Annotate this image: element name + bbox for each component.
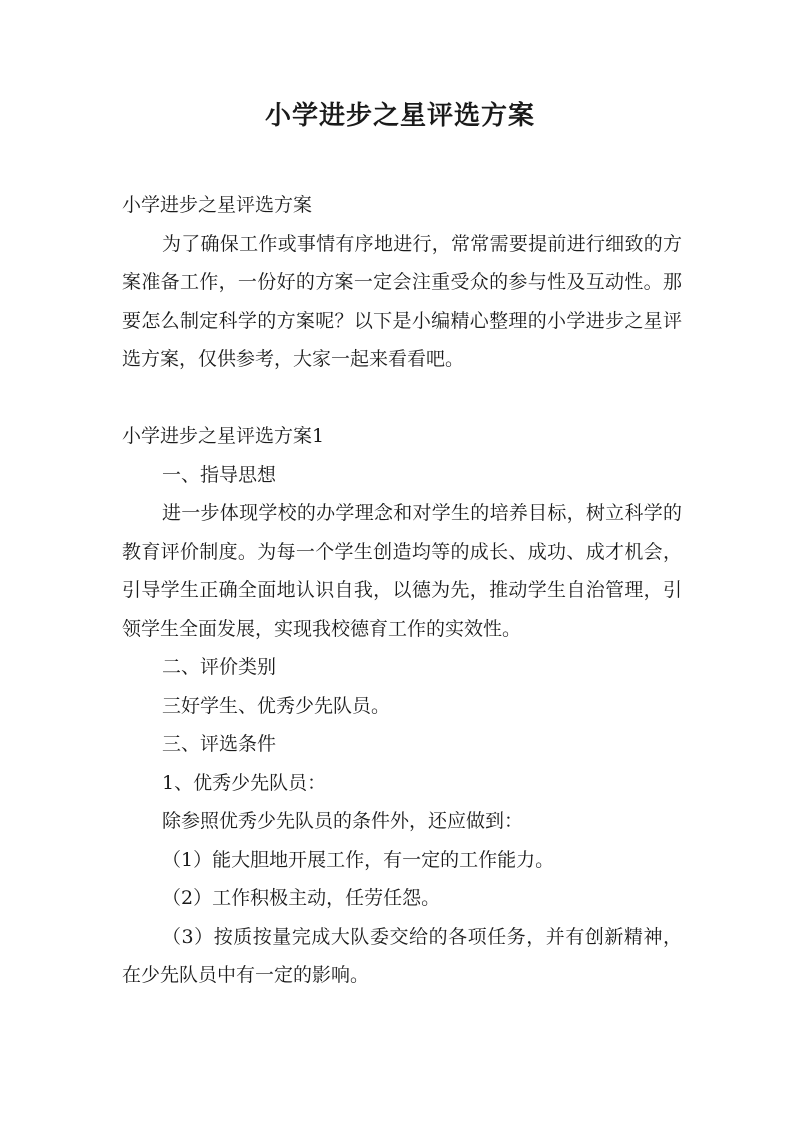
paragraph-spacer	[122, 379, 682, 418]
criteria-item-1-description: 除参照优秀少先队员的条件外，还应做到：	[162, 810, 524, 832]
criteria-sub-item-2: （2）工作积极主动，任劳任怨。	[162, 887, 441, 909]
document-subtitle: 小学进步之星评选方案	[122, 194, 313, 216]
criteria-item-1: 1、优秀少先队员：	[162, 771, 327, 794]
criteria-sub-item-3: （3）按质按量完成大队委交给的各项任务，并有创新精神，在少先队员中有一定的影响。	[122, 925, 682, 986]
heading-guiding-ideology: 一、指导思想	[162, 463, 277, 486]
criteria-sub-item-1: （1）能大胆地开展工作，有一定的工作能力。	[162, 848, 555, 871]
heading-selection-criteria: 三、评选条件	[162, 733, 277, 755]
guiding-ideology-paragraph: 进一步体现学校的办学理念和对学生的培养目标，树立科学的教育评价制度。为每一个学生创造均等的成长、成功、成才机会，引导学生正确全面地认识自我，以德为先，推动学生自治管理，引领学生全面发展，实现我校德育工作的实效性。	[122, 502, 682, 640]
intro-paragraph: 为了确保工作或事情有序地进行，常常需要提前进行细致的方案准备工作，一份好的方案一定会注重受众的参与性及互动性。那要怎么制定科学的方案呢？以下是小编精心整理的小学进步之星评选方案，仅供参考，大家一起来看看吧。	[122, 232, 682, 370]
evaluation-category-paragraph: 三好学生、优秀少先队员。	[162, 694, 391, 717]
document-title: 小学进步之星评选方案	[264, 101, 535, 131]
document-body	[122, 186, 682, 995]
section-title: 小学进步之星评选方案1	[122, 425, 325, 447]
heading-evaluation-category: 二、评价类别	[162, 656, 277, 678]
